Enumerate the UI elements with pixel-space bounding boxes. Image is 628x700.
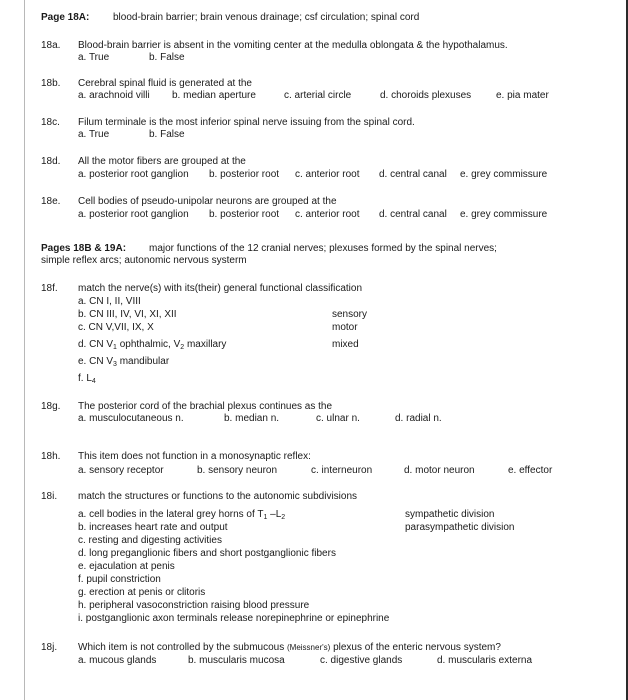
question-text: match the structures or functions to the autonomic subdivisions: [78, 491, 358, 502]
section-title: major functions of the 12 cranial nerves; plexuses formed by the spinal nerves;: [149, 243, 497, 254]
answer-option: e. pia mater: [496, 90, 549, 101]
answer-option: a. posterior root ganglion: [78, 209, 189, 220]
question-number: 18c.: [41, 117, 60, 128]
section-title-line2: simple reflex arcs; autonomic nervous systerm: [41, 255, 247, 266]
question-text: Cell bodies of pseudo-unipolar neurons are grouped at the: [78, 196, 337, 207]
answer-option: b. posterior root: [209, 209, 280, 220]
question-text: Filum terminale is the most inferior spinal nerve issuing from the spinal cord.: [78, 117, 415, 128]
answer-option: d. muscularis externa: [437, 655, 533, 666]
classification-option: motor: [332, 322, 358, 333]
answer-option: a. musculocutaneous n.: [78, 413, 184, 424]
question-number: 18j.: [41, 642, 58, 653]
division-option: parasympathetic division: [405, 522, 515, 533]
match-item: a. CN I, II, VIII: [78, 296, 141, 307]
answer-option: a. sensory receptor: [78, 465, 164, 476]
question-text: Blood-brain barrier is absent in the vomiting center at the medulla oblongata & the hypothalamus.: [78, 40, 508, 51]
question-number: 18h.: [41, 451, 61, 462]
answer-option: c. interneuron: [311, 465, 373, 476]
answer-option: b. muscularis mucosa: [188, 655, 285, 666]
match-item: g. erection at penis or clitoris: [78, 587, 206, 598]
answer-option: c. digestive glands: [320, 655, 403, 666]
match-item: b. CN III, IV, VI, XI, XII: [78, 309, 177, 320]
section-label: Page 18A:: [41, 12, 90, 23]
answer-option: c. ulnar n.: [316, 413, 360, 424]
answer-option: b. median aperture: [172, 90, 256, 101]
match-item: d. long preganglionic fibers and short postganglionic fibers: [78, 548, 336, 559]
question-number: 18a.: [41, 40, 61, 51]
match-item: i. postganglionic axon terminals release norepinephrine or epinephrine: [78, 613, 390, 624]
answer-option: a. True: [78, 129, 110, 140]
answer-option: a. mucous glands: [78, 655, 157, 666]
answer-option: c. anterior root: [295, 209, 360, 220]
answer-option: e. effector: [508, 465, 553, 476]
match-item: e. CN $V_3$ mandibular: [78, 356, 170, 368]
answer-option: b. sensory neuron: [197, 465, 278, 476]
question-number: 18g.: [41, 401, 61, 412]
answer-option: d. radial n.: [395, 413, 442, 424]
answer-option: b. posterior root: [209, 169, 280, 180]
match-item: a. cell bodies in the lateral grey horns of $T_1$ $-L_2$: [78, 509, 286, 521]
question-text: All the motor fibers are grouped at the: [78, 156, 246, 167]
match-item: c. CN V,VII, IX, X: [78, 322, 154, 333]
answer-option: a. True: [78, 52, 110, 63]
answer-option: a. arachnoid villi: [78, 90, 150, 101]
answer-option: e. grey commissure: [460, 209, 548, 220]
answer-option: b. False: [149, 129, 185, 140]
question-number: 18d.: [41, 156, 61, 167]
question-text: This item does not function in a monosynaptic reflex:: [78, 451, 311, 462]
answer-option: c. arterial circle: [284, 90, 352, 101]
answer-option: c. anterior root: [295, 169, 360, 180]
match-item: f. $L_4$: [78, 373, 96, 385]
question-text: Which item is not controlled by the submucous (Meissner's) plexus of the enteric nervous system?: [78, 642, 501, 653]
match-item: h. peripheral vasoconstriction raising blood pressure: [78, 600, 310, 611]
answer-option: a. posterior root ganglion: [78, 169, 189, 180]
answer-option: e. grey commissure: [460, 169, 548, 180]
answer-option: b. False: [149, 52, 185, 63]
answer-option: d. motor neuron: [404, 465, 475, 476]
answer-option: d. choroids plexuses: [380, 90, 472, 101]
section-label: Pages 18B & 19A:: [41, 243, 127, 254]
match-item: f. pupil constriction: [78, 574, 161, 585]
question-number: 18e.: [41, 196, 61, 207]
division-option: sympathetic division: [405, 509, 495, 520]
question-number: 18i.: [41, 491, 58, 502]
question-number: 18f.: [41, 283, 58, 294]
answer-option: d. central canal: [379, 169, 447, 180]
question-text: The posterior cord of the brachial plexus continues as the: [78, 401, 333, 412]
match-item: b. increases heart rate and output: [78, 522, 228, 533]
match-item: c. resting and digesting activities: [78, 535, 222, 546]
classification-option: sensory: [332, 309, 368, 320]
classification-option: mixed: [332, 339, 359, 350]
question-text: match the nerve(s) with its(their) general functional classification: [78, 283, 363, 294]
match-item: e. ejaculation at penis: [78, 561, 175, 572]
match-item: d. CN $V_1$ ophthalmic, $V_2$ maxillary: [78, 339, 227, 351]
question-text: Cerebral spinal fluid is generated at the: [78, 78, 252, 89]
answer-option: b. median n.: [224, 413, 280, 424]
question-number: 18b.: [41, 78, 61, 89]
answer-option: d. central canal: [379, 209, 447, 220]
section-title: blood-brain barrier; brain venous drainage; csf circulation; spinal cord: [113, 12, 420, 23]
